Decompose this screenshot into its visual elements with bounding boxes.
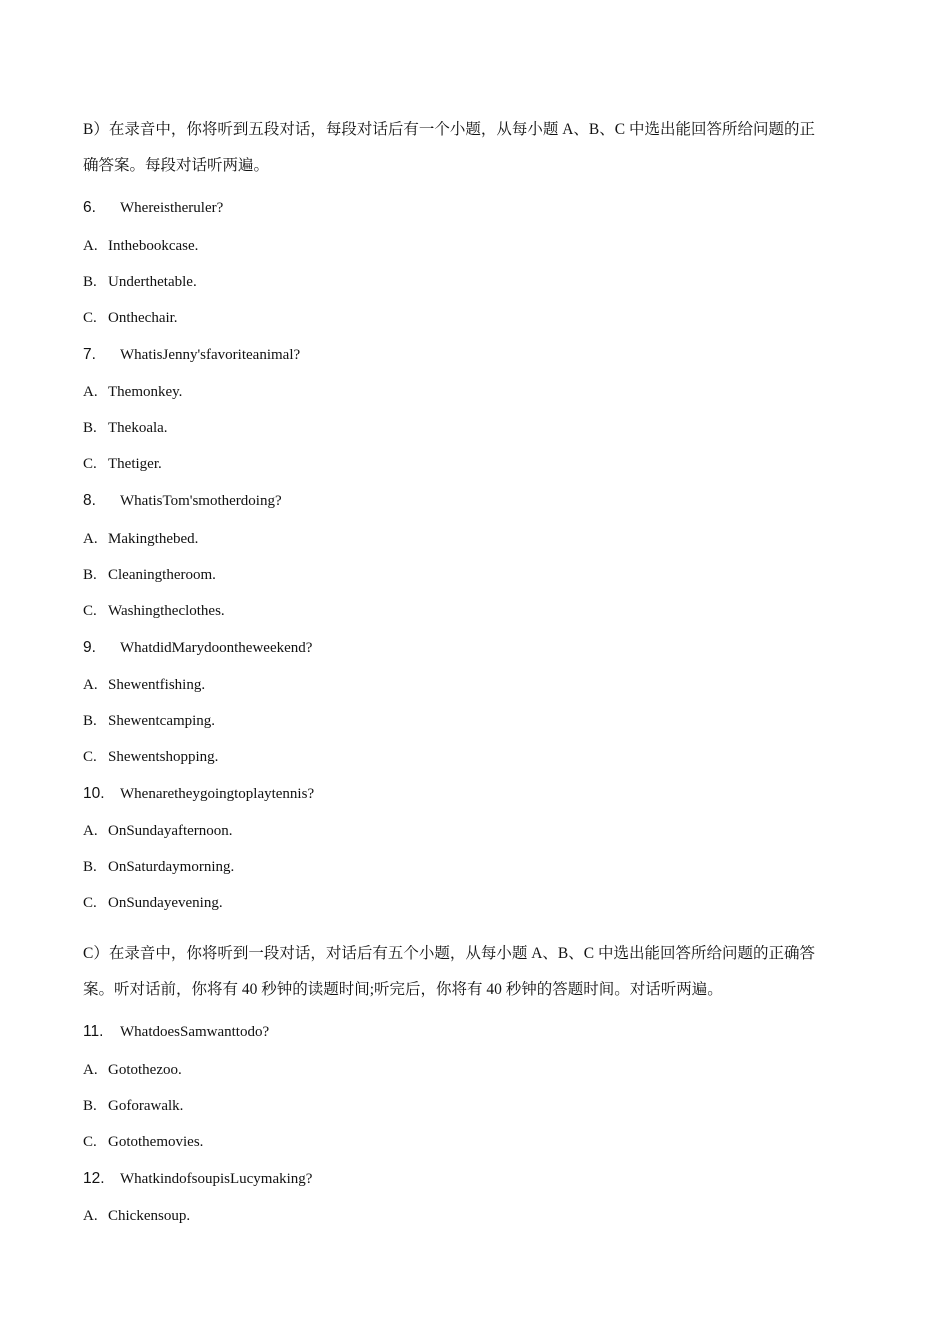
option-6b <box>83 271 197 293</box>
question-8 <box>83 490 282 512</box>
option-text: Goforawalk. <box>108 1098 184 1114</box>
option-letter: A. <box>83 1062 98 1078</box>
option-9a <box>83 674 205 696</box>
option-text: OnSundayevening. <box>108 895 223 911</box>
option-11b <box>83 1095 183 1117</box>
option-7c <box>83 453 162 475</box>
option-text: OnSaturdaymorning. <box>108 859 235 875</box>
option-11c <box>83 1131 203 1153</box>
option-6a <box>83 235 198 257</box>
question-text: WhatisJenny'sfavoriteanimal? <box>120 347 301 363</box>
option-letter: C. <box>83 1134 97 1150</box>
option-7a <box>83 381 182 403</box>
question-7 <box>83 344 300 366</box>
section-c-line-2: 案。听对话前，你将有 40 秒钟的读题时间;听完后，你将有 40 秒钟的答题时间。对话听两遍。 <box>83 981 723 998</box>
section-b-line-2: 确答案。每段对话听两遍。 <box>83 157 270 174</box>
option-letter: C. <box>83 456 97 472</box>
option-letter: C. <box>83 603 97 619</box>
option-letter: A. <box>83 238 98 254</box>
option-letter: B. <box>83 567 97 583</box>
question-number: 8. <box>83 492 96 509</box>
option-text: Shewentshopping. <box>108 749 219 765</box>
option-text: OnSundayafternoon. <box>108 823 233 839</box>
question-text: WhatkindofsoupisLucymaking? <box>120 1171 313 1187</box>
option-letter: C. <box>83 310 97 326</box>
question-11 <box>83 1021 269 1043</box>
option-7b <box>83 417 168 439</box>
option-letter: A. <box>83 531 98 547</box>
option-8a <box>83 528 198 550</box>
option-6c <box>83 307 178 329</box>
option-letter: A. <box>83 1208 98 1224</box>
option-12a <box>83 1205 190 1227</box>
question-number: 6. <box>83 199 96 216</box>
option-text: Makingthebed. <box>108 531 199 547</box>
option-letter: B. <box>83 713 97 729</box>
question-12 <box>83 1168 312 1190</box>
section-b-line-1: B）在录音中，你将听到五段对话，每段对话后有一个小题，从每小题 A、B、C 中选出能回答所给问题的正 <box>83 121 815 138</box>
option-10c <box>83 892 223 914</box>
option-letter: B. <box>83 274 97 290</box>
option-text: Shewentfishing. <box>108 677 206 693</box>
question-text: WhatisTom'smotherdoing? <box>120 493 282 509</box>
option-9b <box>83 710 215 732</box>
option-letter: B. <box>83 420 97 436</box>
option-10b <box>83 856 234 878</box>
option-8c <box>83 600 225 622</box>
option-text: Thekoala. <box>108 420 168 436</box>
option-letter: B. <box>83 1098 97 1114</box>
option-9c <box>83 746 218 768</box>
option-8b <box>83 564 216 586</box>
question-text: Whenaretheygoingtoplaytennis? <box>120 786 315 802</box>
option-text: Shewentcamping. <box>108 713 216 729</box>
option-text: Themonkey. <box>108 384 183 400</box>
option-text: Cleaningtheroom. <box>108 567 216 583</box>
option-11a <box>83 1059 182 1081</box>
option-letter: C. <box>83 749 97 765</box>
option-text: Gotothemovies. <box>108 1134 204 1150</box>
question-text: Whereistheruler? <box>120 200 224 216</box>
option-letter: A. <box>83 823 98 839</box>
option-text: Onthechair. <box>108 310 178 326</box>
question-text: WhatdoesSamwanttodo? <box>120 1024 270 1040</box>
option-text: Inthebookcase. <box>108 238 199 254</box>
question-number: 12. <box>83 1170 105 1187</box>
question-6 <box>83 197 223 219</box>
option-text: Thetiger. <box>108 456 162 472</box>
option-text: Washingtheclothes. <box>108 603 225 619</box>
question-number: 9. <box>83 639 96 656</box>
option-text: Underthetable. <box>108 274 197 290</box>
option-text: Gotothezoo. <box>108 1062 182 1078</box>
question-10 <box>83 783 314 805</box>
question-number: 10. <box>83 785 105 802</box>
option-letter: A. <box>83 384 98 400</box>
option-letter: B. <box>83 859 97 875</box>
section-c-instructions <box>83 936 873 1008</box>
option-letter: C. <box>83 895 97 911</box>
question-number: 7. <box>83 346 96 363</box>
option-10a <box>83 820 233 842</box>
question-number: 11. <box>83 1023 104 1040</box>
option-letter: A. <box>83 677 98 693</box>
option-text: Chickensoup. <box>108 1208 191 1224</box>
question-9 <box>83 637 312 659</box>
question-text: WhatdidMarydoontheweekend? <box>120 640 313 656</box>
section-b-instructions <box>83 112 873 184</box>
section-c-line-1: C）在录音中，你将听到一段对话，对话后有五个小题，从每小题 A、B、C 中选出能回答所给问题的正确答 <box>83 945 815 962</box>
